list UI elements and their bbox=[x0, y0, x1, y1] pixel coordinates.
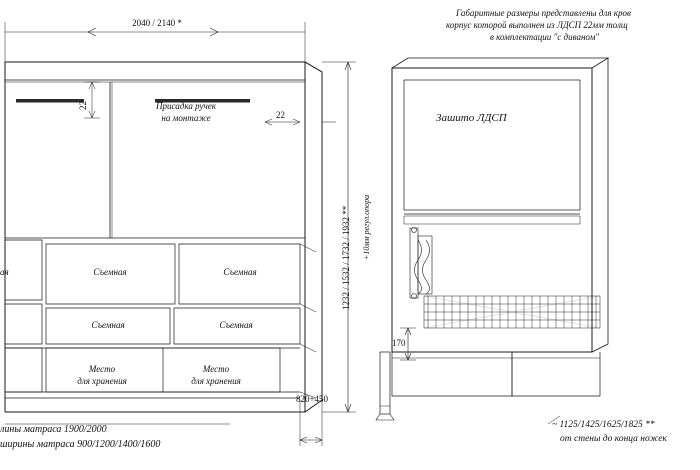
depth-dimension-label: 820+450 bbox=[295, 394, 329, 404]
mattress-note-line1: лины матраса 1900/2000 bbox=[0, 424, 107, 435]
top-dimension-label: 2040 / 2140 * bbox=[132, 18, 182, 28]
seat-label-left-partial: ая bbox=[0, 267, 9, 277]
support-note-label: +10мм регул.опора bbox=[362, 194, 371, 260]
handle-note-line2: на монтаже bbox=[161, 113, 211, 123]
storage-label-left-line1: Место bbox=[88, 364, 116, 374]
seat-label-removable-3: Съемная bbox=[91, 320, 125, 330]
bottom-right-note-line1: ~ 1125/1425/1625/1825 ** bbox=[552, 420, 655, 430]
thickness-22-vertical-label: 22 bbox=[78, 101, 88, 110]
mattress-note-line2: ширины матраса 900/1200/1400/1600 bbox=[0, 439, 161, 450]
storage-label-right-line2: для хранения bbox=[191, 376, 241, 386]
title-note-line2: корпус которой выполнен из ЛДСП 22мм толщ bbox=[446, 20, 628, 30]
storage-label-left-line2: для хранения bbox=[77, 376, 127, 386]
storage-label-right-line1: Место bbox=[202, 364, 230, 374]
handle-note-line1: Присадка ручек bbox=[156, 101, 216, 111]
title-note-line1: Габаритные размеры представлены для кров bbox=[456, 8, 631, 18]
seat-label-removable-2: Съемная bbox=[223, 267, 257, 277]
bottom-right-note-line2: от стены до конца ножек bbox=[560, 434, 667, 444]
panel-label: Зашито ЛДСП bbox=[436, 112, 507, 124]
height-dimension-label: 1232 / 1532 / 1732 / 1932 ** bbox=[341, 205, 351, 310]
height-170-label: 170 bbox=[392, 338, 406, 348]
seat-label-removable-1: Съемная bbox=[93, 267, 127, 277]
title-note-line3: в комплектации "с диваном" bbox=[490, 32, 600, 42]
thickness-22-horizontal-label: 22 bbox=[276, 110, 285, 120]
seat-label-removable-4: Съемная bbox=[219, 320, 253, 330]
